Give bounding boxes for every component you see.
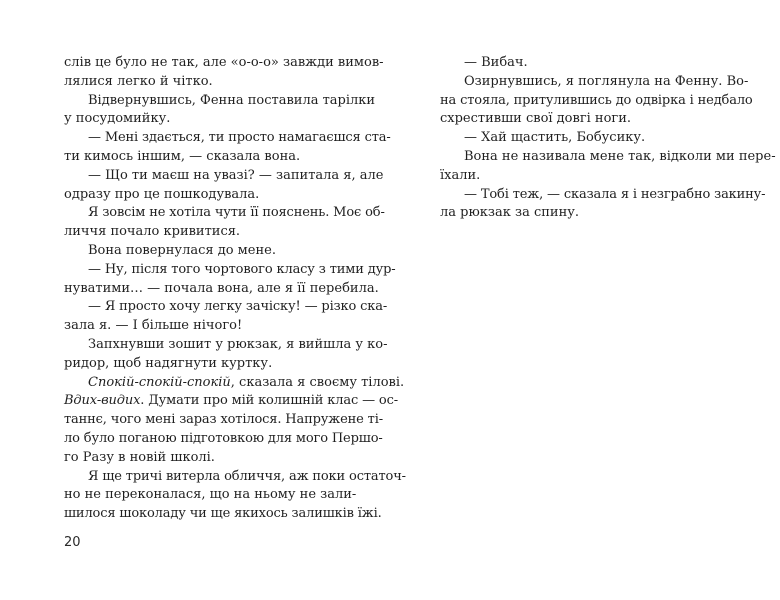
text-line: шилося шоколаду чи ще якихось залишків їжі. — [64, 506, 382, 522]
text-line: на стояла, притулившись до одвірка і недбало — [440, 92, 753, 108]
text-line: Вона не називала мене так, відколи ми пере- — [464, 148, 776, 164]
left-page-text — [64, 54, 406, 524]
text-line: ти кимось іншим, — сказала вона. — [64, 148, 301, 164]
text-line: — Хай щастить, Бобусику. — [464, 130, 646, 146]
text-line: одразу про це пошкодувала. — [64, 186, 260, 202]
page-number: 20 — [64, 535, 81, 550]
text-line: — Мені здається, ти просто намагаєшся ста- — [88, 130, 391, 146]
text-line: слів це було не так, але «о-о-о» завжди вимов- — [64, 55, 384, 70]
right-page — [390, 0, 780, 600]
text-line: схрестивши свої довгі ноги. — [440, 111, 632, 127]
text-line — [64, 374, 405, 393]
text-line: у посудомийку. — [64, 111, 171, 127]
text-line: Я ще тричі витерла обличчя, аж поки остаточ- — [88, 468, 406, 484]
text-line: таннє, чого мені зараз хотілося. Напружене ті- — [64, 412, 383, 428]
text-fragment: , сказала я своєму тілові. — [230, 374, 405, 390]
text-line: ридор, щоб надягнути куртку. — [64, 355, 273, 371]
text-line: нуватими… — почала вона, але я її перебила. — [64, 280, 379, 296]
text-fragment: . Думати про мій колишній клас — ос- — [140, 393, 398, 409]
text-line: — Я просто хочу легку зачіску! — різко ска- — [88, 299, 388, 315]
text-line: — Тобі теж, — сказала я і незграбно закину- — [464, 186, 766, 202]
text-line: їхали. — [440, 167, 481, 183]
text-line: Озирнувшись, я поглянула на Фенну. Во- — [464, 73, 749, 89]
text-line: Я зовсім не хотіла чути її пояснень. Моє об- — [88, 205, 385, 221]
text-line: ла рюкзак за спину. — [440, 205, 580, 221]
right-page-text — [440, 54, 776, 223]
text-line: ло було поганою підготовкою для мого Першо- — [64, 430, 383, 446]
text-line: го Разу в новій школі. — [64, 449, 215, 465]
text-line: Вона повернулася до мене. — [88, 242, 276, 258]
text-line: Запхнувши зошит у рюкзак, я вийшла у ко- — [88, 336, 388, 352]
text-line: Відвернувшись, Фенна поставила тарілки — [88, 92, 376, 108]
text-line: — Вибач. — [464, 55, 528, 70]
italic-phrase: Вдих-видих — [64, 393, 141, 409]
text-line — [64, 392, 398, 411]
italic-phrase: Спокій-спокій-спокій — [88, 374, 231, 390]
text-line: личчя почало кривитися. — [64, 224, 241, 240]
text-line: — Ну, після того чортового класу з тими дур- — [88, 261, 396, 277]
text-line: зала я. — І більше нічого! — [64, 318, 243, 334]
text-line: но не переконалася, що на ньому не зали- — [64, 487, 357, 503]
text-line: лялися легко й чітко. — [64, 73, 213, 89]
text-line: — Що ти маєш на увазі? — запитала я, але — [88, 167, 384, 183]
